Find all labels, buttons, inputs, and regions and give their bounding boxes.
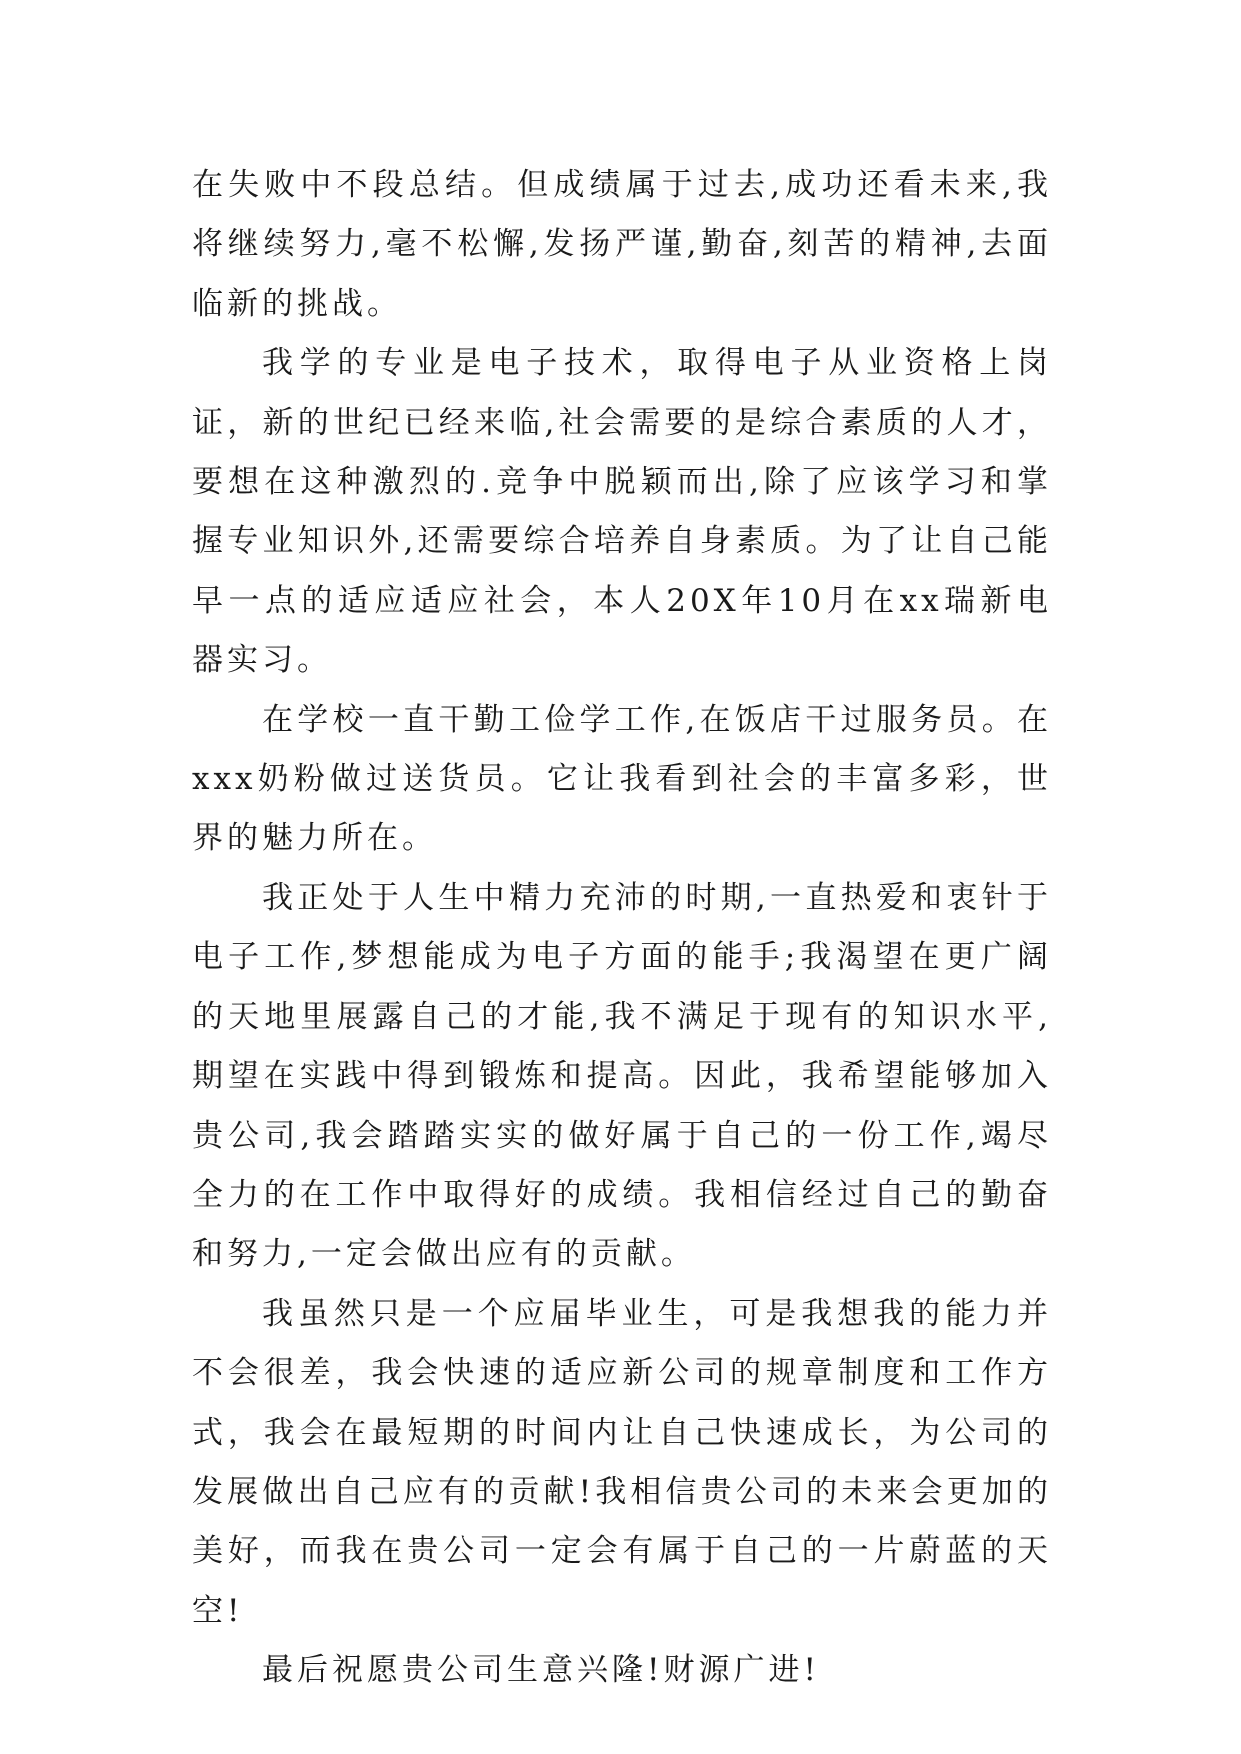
document-body xyxy=(192,156,1052,1701)
paragraph-work-study: 在学校一直干勤工俭学工作,在饭店干过服务员。在xxx奶粉做过送货员。它让我看到社会的丰富多彩，世界的魅力所在。 xyxy=(192,701,1052,857)
paragraph-closing-wish: 最后祝愿贵公司生意兴隆!财源广进! xyxy=(262,1652,820,1689)
paragraph-aspiration: 我正处于人生中精力充沛的时期,一直热爱和衷针于电子工作,梦想能成为电子方面的能手;我渴望在更广阔的天地里展露自己的才能,我不满足于现有的知识水平,期望在实践中得到锻炼和提高。因此，我希望能够加入贵公司,我会踏踏实实的做好属于自己的一份工作,竭尽全力的在工作中取得好的成绩。我相信经过自己的勤奋和努力,一定会做出应有的贡献。 xyxy=(192,879,1052,1273)
paragraph-graduate: 我虽然只是一个应届毕业生，可是我想我的能力并不会很差，我会快速的适应新公司的规章制度和工作方式，我会在最短期的时间内让自己快速成长，为公司的发展做出自己应有的贡献!我相信贵公司的未来会更加的美好，而我在贵公司一定会有属于自己的一片蔚蓝的天空! xyxy=(192,1295,1052,1629)
paragraph-continuation: 在失败中不段总结。但成绩属于过去,成功还看未来,我将继续努力,毫不松懈,发扬严谨,勤奋,刻苦的精神,去面临新的挑战。 xyxy=(192,167,1052,322)
paragraph-major: 我学的专业是电子技术，取得电子从业资格上岗证，新的世纪已经来临,社会需要的是综合素质的人才，要想在这种激烈的.竞争中脱颖而出,除了应该学习和掌握专业知识外,还需要综合培养自身素质。为了让自己能早一点的适应适应社会，本人20X年10月在xx瑞新电器实习。 xyxy=(192,345,1052,679)
